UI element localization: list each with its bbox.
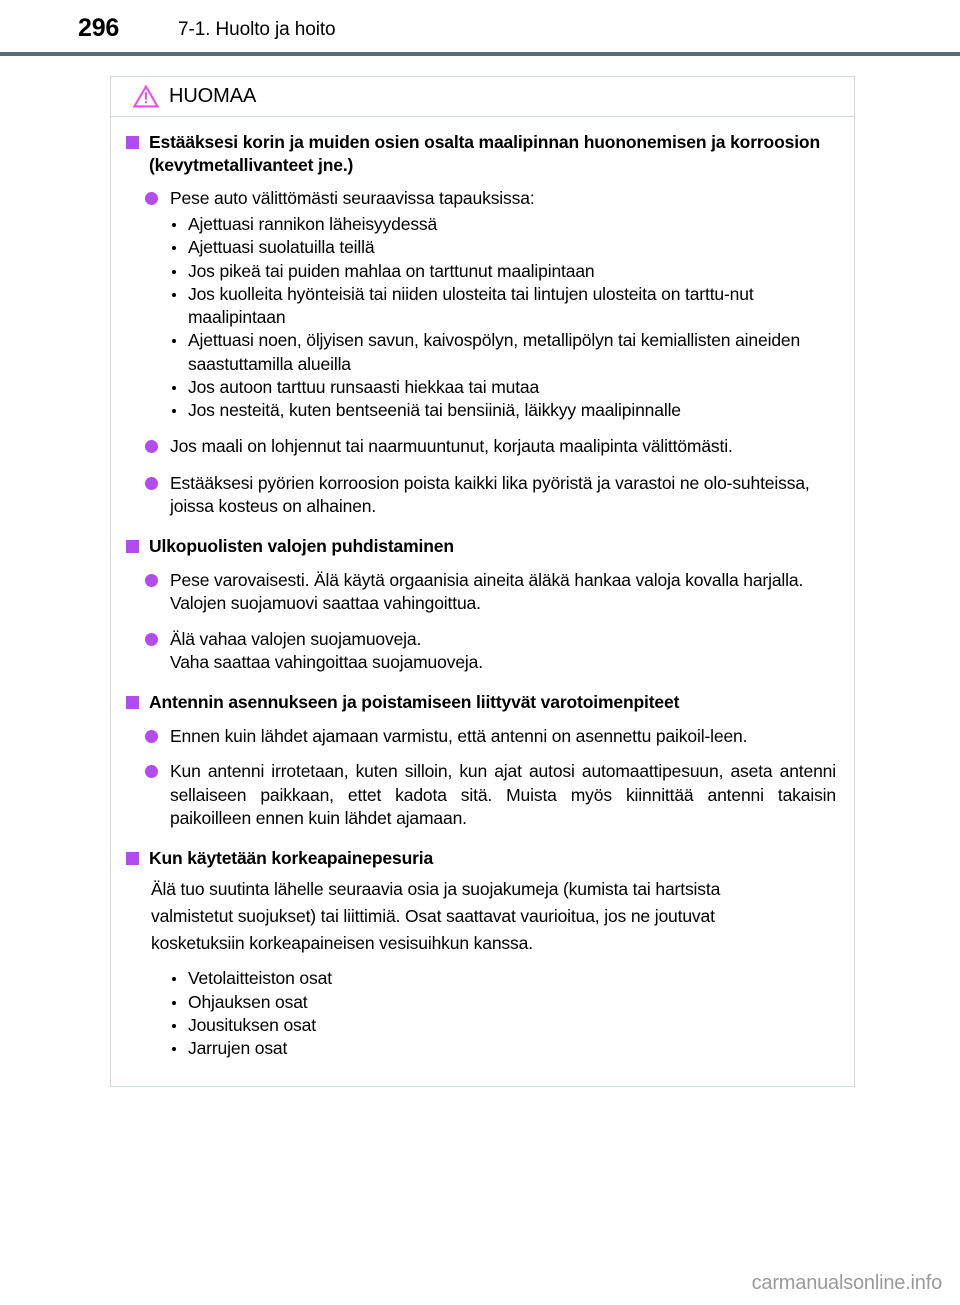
section-heading-text: Ulkopuolisten valojen puhdistaminen — [149, 535, 454, 556]
section-heading — [123, 131, 836, 178]
page-number: 296 — [78, 14, 120, 42]
list-item — [141, 628, 836, 675]
warning-triangle-icon — [133, 85, 159, 108]
circle-bullet-icon — [145, 192, 158, 205]
dash-item: Ajettuasi noen, öljyisen savun, kaivospölyn, metallipölyn tai kemiallisten aineiden saastuttamilla alueilla — [169, 329, 836, 376]
notice-heading: HUOMAA — [169, 85, 257, 107]
dash-item: Ajettuasi rannikon läheisyydessä — [169, 213, 836, 236]
dash-item: Jos autoon tarttuu runsaasti hiekkaa tai mutaa — [169, 376, 836, 399]
square-bullet-icon — [126, 696, 139, 709]
paragraph-line: Älä tuo suutinta lähelle seuraavia osia ja suojakumeja (kumista tai hartsista — [151, 878, 721, 899]
paragraph-line: kosketuksiin korkeapaineisen vesisuihkun kanssa. — [151, 933, 533, 954]
list-item — [141, 760, 836, 830]
circle-bullet-icon — [145, 477, 158, 490]
list-item-text: Pese varovaisesti. Älä käytä orgaanisia aineita äläkä hankaa valoja kovalla harjalla. — [170, 569, 804, 590]
square-bullet-icon — [126, 540, 139, 553]
section-heading-text: Estääksesi korin ja muiden osien osalta maalipinnan huononemisen ja korroosion (kevytmetallivanteet jne.) — [149, 132, 820, 176]
notice-header — [111, 77, 854, 117]
paragraph-line: valmistetut suojukset) tai liittimiä. Osat saattavat vaurioitua, jos ne joutuvat — [151, 906, 715, 927]
circle-bullet-icon — [145, 633, 158, 646]
list-item-extra-line: Valojen suojamuovi saattaa vahingoittua. — [170, 593, 481, 614]
list-item-text: Kun antenni irrotetaan, kuten silloin, kun ajat autosi automaattipesuun, aseta antenni sellaiseen paikkaan, ettet kadota sitä. Muista myös kiinnittää antenni takaisin paikoilleen ennen kuin lähdet ajamaan. — [170, 761, 836, 829]
circle-bullet-icon — [145, 440, 158, 453]
notice-body — [111, 117, 854, 1086]
section-heading-text: Kun käytetään korkeapainepesuria — [149, 847, 434, 868]
list-item-text: Ennen kuin lähdet ajamaan varmistu, että antenni on asennettu paikoil-leen. — [170, 725, 748, 746]
dash-item: Vetolaitteiston osat — [169, 967, 836, 990]
dash-item: Jos pikeä tai puiden mahlaa on tarttunut maalipintaan — [169, 260, 836, 283]
list-item-extra-line: Vaha saattaa vahingoittaa suojamuoveja. — [170, 652, 483, 673]
dash-item: Jos nesteitä, kuten bentseeniä tai bensiiniä, läikkyy maalipinnalle — [169, 399, 836, 422]
section-title: 7-1. Huolto ja hoito — [178, 19, 336, 40]
dash-item: Ajettuasi suolatuilla teillä — [169, 236, 836, 259]
square-bullet-icon — [126, 852, 139, 865]
notice-box — [110, 76, 855, 1087]
circle-bullet-icon — [145, 730, 158, 743]
page-header — [0, 0, 960, 52]
square-bullet-icon — [126, 136, 139, 149]
list-item-text: Pese auto välittömästi seuraavissa tapauksissa: — [170, 187, 535, 208]
section-heading — [123, 535, 836, 558]
paragraph — [151, 876, 836, 957]
header-divider — [0, 52, 960, 56]
list-item-text: Älä vahaa valojen suojamuoveja. — [170, 628, 422, 649]
dash-list — [169, 967, 836, 1060]
dash-item: Jos kuolleita hyönteisiä tai niiden ulosteita tai lintujen ulosteita on tarttu-nut maalipintaan — [169, 283, 836, 330]
list-item — [141, 725, 836, 748]
circle-bullet-icon — [145, 765, 158, 778]
watermark: carmanualsonline.info — [751, 1272, 942, 1294]
list-item — [141, 435, 836, 458]
dash-list — [169, 213, 836, 422]
list-item-text: Estääksesi pyörien korroosion poista kaikki lika pyöristä ja varastoi ne olo-suhteissa, joissa kosteus on alhainen. — [170, 472, 810, 517]
circle-bullet-icon — [145, 574, 158, 587]
dash-item: Ohjauksen osat — [169, 991, 836, 1014]
section-heading — [123, 691, 836, 714]
list-item — [141, 472, 836, 519]
section-heading — [123, 847, 836, 870]
dash-item: Jousituksen osat — [169, 1014, 836, 1037]
list-item — [141, 569, 836, 616]
list-item — [141, 187, 836, 210]
dash-item: Jarrujen osat — [169, 1037, 836, 1060]
list-item-text: Jos maali on lohjennut tai naarmuuntunut, korjauta maalipinta välittömästi. — [170, 436, 733, 457]
section-heading-text: Antennin asennukseen ja poistamiseen liittyvät varotoimenpiteet — [149, 691, 680, 712]
